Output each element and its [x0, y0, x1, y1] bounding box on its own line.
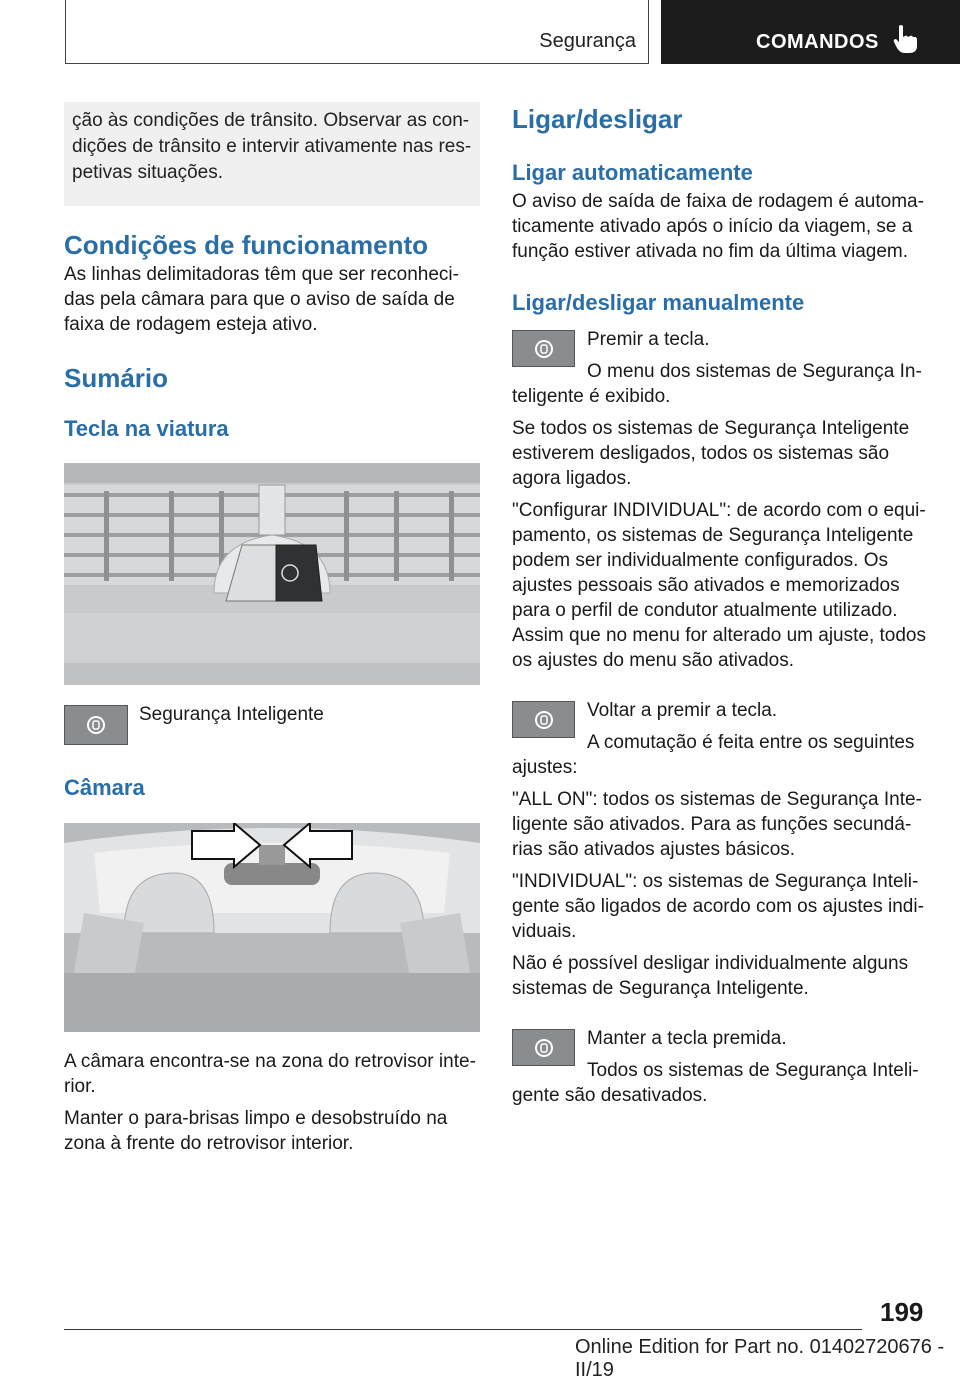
paragraph-individual: "INDIVIDUAL": os sistemas de Segurança Inteligente são ligados de acordo com os ajustes individuais.	[512, 871, 924, 942]
heading-camara: Câmara	[64, 775, 145, 800]
step1-text-b: O menu dos sistemas de Segurança Inteligente é exibido.	[512, 361, 922, 407]
note-text: ção às condições de trânsito. Observar as condições de trânsito e intervir ativamente nas respetivas situações.	[72, 110, 472, 183]
heading-funcionamento: Condições de funcionamento	[64, 230, 429, 260]
header-section-title: Segurança	[539, 30, 636, 52]
icon-row-seguranca	[64, 705, 480, 745]
step1-text-a: Premir a tecla.	[587, 329, 710, 350]
paragraph-all-on: "ALL ON": todos os sistemas de Segurança Inteligente são ativados. Para as funções secundárias são ativados ajustes básicos.	[512, 789, 922, 860]
heading-ligar-auto: Ligar automaticamente	[512, 160, 753, 185]
header-section-box	[65, 0, 649, 64]
step2-text-b: A comutação é feita entre os seguintes ajustes:	[512, 732, 915, 778]
header-chapter-title: COMANDOS	[756, 30, 879, 53]
paragraph-all-off: Se todos os sistemas de Segurança Inteligente estiverem desligados, todos os sistemas são agora ligados.	[512, 418, 910, 489]
paragraph-funcionamento: As linhas delimitadoras têm que ser reconhecidas pela câmara para que o aviso de saída de faixa de rodagem esteja ativo.	[64, 264, 459, 335]
step3-text-b: Todos os sistemas de Segurança Inteligente são desativados.	[512, 1060, 919, 1106]
note-box	[64, 102, 480, 206]
photo-camera	[64, 823, 480, 1032]
step-manter	[512, 1026, 928, 1108]
edition-text: Online Edition for Part no. 01402720676 - II/19	[575, 1336, 945, 1381]
paragraph-config: "Configurar INDIVIDUAL": de acordo com o equipamento, os sistemas de Segurança Inteligente podem ser individualmente configurados. Os ajustes pessoais são ativados e memorizados para o perfil de condutor atualmente utilizado. Assim que no menu for alterado um ajuste, todos os ajustes do menu são ativados.	[512, 500, 927, 671]
left-column	[64, 102, 480, 1156]
intelligent-safety-button-icon	[512, 330, 575, 367]
step3-text-a: Manter a tecla premida.	[587, 1028, 787, 1049]
pointing-hand-icon	[893, 24, 919, 54]
paragraph-ligar-auto: O aviso de saída de faixa de rodagem é automaticamente ativado após o início da viagem, se a função estiver ativada no fim da última viagem.	[512, 191, 924, 262]
photo-button-in-car	[64, 463, 480, 685]
step-premir	[512, 327, 928, 409]
paragraph-nao: Não é possível desligar individualmente alguns sistemas de Segurança Inteligente.	[512, 953, 909, 999]
heading-ligar-desligar: Ligar/desligar	[512, 104, 683, 134]
footer-divider	[64, 1329, 862, 1330]
heading-sumario: Sumário	[64, 363, 169, 393]
intelligent-safety-button-icon	[512, 701, 575, 738]
vent-panel-illustration	[64, 463, 480, 685]
paragraph-camara-2: Manter o para-brisas limpo e desobstruído na zona à frente do retrovisor interior.	[64, 1108, 448, 1154]
car-interior-illustration	[64, 823, 480, 1032]
right-column	[512, 102, 928, 1108]
heading-tecla-viatura: Tecla na viatura	[64, 416, 229, 441]
intelligent-safety-button-icon	[512, 1029, 575, 1066]
page-number: 199	[880, 1297, 924, 1327]
step-voltar	[512, 698, 928, 780]
paragraph-camara-1: A câmara encontra-se na zona do retrovisor interior.	[64, 1051, 476, 1097]
intelligent-safety-button-icon	[64, 705, 128, 745]
icon-label-seguranca: Segurança Inteligente	[139, 704, 324, 725]
heading-ligar-manual: Ligar/desligar manualmente	[512, 290, 805, 315]
step2-text-a: Voltar a premir a tecla.	[587, 700, 778, 721]
